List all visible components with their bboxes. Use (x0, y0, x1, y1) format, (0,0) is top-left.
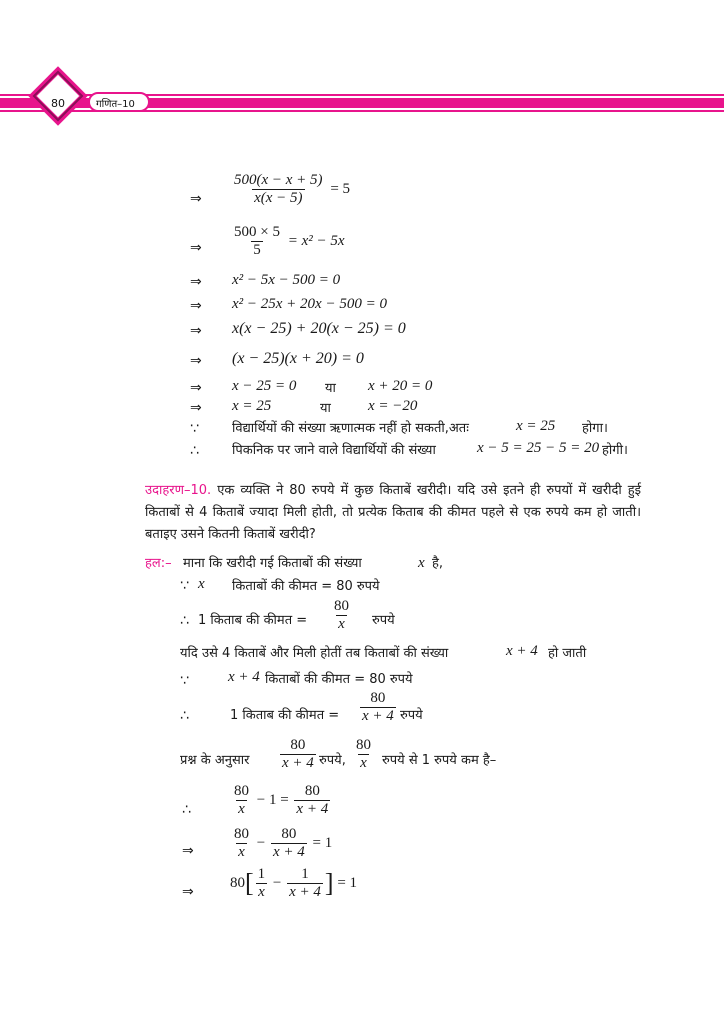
equation-3-end: = 1 (337, 874, 358, 891)
equation-1 (230, 783, 332, 818)
because-symbol: ∵ (180, 578, 189, 594)
step-8-or: या (320, 401, 331, 416)
because-symbol: ∵ (180, 673, 189, 689)
step-2-rhs: = x² − 5x (287, 232, 345, 249)
step-1-rhs: = 5 (330, 180, 351, 197)
implies-symbol: ⇒ (190, 323, 202, 339)
implies-symbol: ⇒ (190, 240, 202, 256)
solution-line-4-math: x + 4 (506, 643, 538, 659)
implies-symbol: ⇒ (190, 191, 202, 207)
step-8-left: x = 25 (232, 398, 272, 414)
subject-title: गणित–10 (96, 99, 135, 110)
solution-line-1-text: माना कि खरीदी गई किताबों की संख्या (183, 556, 362, 571)
solution-line-5-text: किताबों की कीमत = 80 रुपये (265, 672, 413, 687)
equation-1-mid: − 1 = (256, 791, 289, 808)
step-1 (230, 172, 350, 207)
solution-line-3-end: रुपये (372, 613, 395, 628)
solution-line-6-end: रुपये (400, 708, 423, 723)
step-2-numerator: 500 × 5 (234, 224, 280, 240)
solution-line-7-fraction-2 (352, 737, 375, 772)
step-5: x(x − 25) + 20(x − 25) = 0 (232, 320, 406, 337)
step-7-left: x − 25 = 0 (232, 378, 297, 394)
step-4: x² − 25x + 20x − 500 = 0 (232, 296, 387, 312)
fraction-denominator: x + 4 (289, 884, 321, 900)
example-text: एक व्यक्ति ने 80 रुपये में कुछ किताबें खरीदी। यदि उसे इतने ही रुपयों में खरीदी हुई किताबों से 4 किताबें ज्यादा मिली होती, तो प्रत्येक किताब की कीमत पहले से एक रुपये कम हो जाती। बताइए उसने कितनी किताबें खरीदी? (145, 483, 641, 542)
fraction-denominator: x + 4 (296, 801, 329, 817)
step-10-end: होगी। (602, 443, 628, 458)
step-3: x² − 5x − 500 = 0 (232, 272, 341, 288)
solution-line-3-text: 1 किताब की कीमत = (198, 613, 308, 628)
therefore-symbol: ∴ (180, 613, 189, 629)
solution-line-4-end: हो जाती (548, 646, 587, 661)
solution-line-6-fraction (358, 690, 398, 725)
equation-3-coefficient: 80 (230, 874, 245, 891)
fraction-numerator: 1 (257, 866, 266, 882)
step-8-right: x = −20 (368, 398, 418, 414)
fraction-numerator: 80 (234, 783, 249, 799)
fraction-numerator: 80 (234, 826, 249, 842)
solution-line-7-mid: रुपये, (319, 753, 346, 768)
fraction-numerator: 80 (370, 690, 386, 706)
equation-2 (230, 826, 332, 861)
fraction-denominator: x (338, 616, 345, 632)
fraction-numerator: 80 (281, 826, 297, 842)
step-10-math: x − 5 = 25 − 5 = 20 (477, 440, 600, 456)
fraction-denominator: x + 4 (272, 844, 305, 860)
step-7-or: या (325, 381, 336, 396)
implies-symbol: ⇒ (182, 884, 194, 900)
implies-symbol: ⇒ (182, 843, 194, 859)
equation-3 (230, 866, 357, 901)
example-paragraph (145, 480, 641, 546)
fraction-denominator: x (238, 801, 245, 817)
solution-line-7-text: प्रश्न के अनुसार (180, 753, 250, 768)
step-9-end: होगा। (582, 421, 608, 436)
step-2-denominator: 5 (253, 242, 261, 258)
step-6: (x − 25)(x + 20) = 0 (232, 350, 364, 367)
step-9-math: x = 25 (516, 418, 556, 434)
step-1-fraction (232, 172, 325, 207)
solution-line-6-text: 1 किताब की कीमत = (230, 708, 340, 723)
example-label: उदाहरण–10. (145, 483, 212, 498)
fraction-numerator: 80 (334, 598, 349, 614)
implies-symbol: ⇒ (190, 274, 202, 290)
fraction-denominator: x + 4 (362, 708, 394, 724)
implies-symbol: ⇒ (190, 400, 202, 416)
equation-3-mid: − (272, 874, 282, 891)
step-1-denominator: x(x − 5) (254, 190, 303, 206)
because-symbol: ∵ (190, 421, 199, 437)
solution-line-4-text: यदि उसे 4 किताबें और मिली होतीं तब किताबों की संख्या (180, 646, 449, 661)
step-2 (230, 224, 345, 259)
solution-line-7-end: रुपये से 1 रुपये कम है– (382, 753, 497, 768)
fraction-denominator: x (258, 884, 265, 900)
step-7-right: x + 20 = 0 (368, 378, 433, 394)
equation-3-right-bracket: ] (324, 868, 334, 898)
step-9-text: विद्यार्थियों की संख्या ऋणात्मक नहीं हो सकती,अतः (232, 421, 469, 436)
step-1-numerator: 500(x − x + 5) (234, 172, 323, 188)
equation-3-left-bracket: [ (245, 868, 254, 898)
fraction-numerator: 1 (301, 866, 309, 882)
fraction-denominator: x + 4 (282, 755, 314, 771)
fraction-numerator: 80 (290, 737, 306, 753)
fraction-denominator: x (360, 755, 367, 771)
implies-symbol: ⇒ (190, 353, 202, 369)
fraction-numerator: 80 (356, 737, 371, 753)
implies-symbol: ⇒ (190, 298, 202, 314)
therefore-symbol: ∴ (182, 802, 191, 818)
step-2-fraction (232, 224, 282, 259)
solution-line-1-math: x (418, 555, 425, 571)
solution-line-3-fraction (330, 598, 353, 633)
therefore-symbol: ∴ (180, 708, 189, 724)
solution-label: हल:– (145, 556, 172, 571)
solution-line-5-math: x + 4 (228, 669, 260, 685)
implies-symbol: ⇒ (190, 380, 202, 396)
therefore-symbol: ∴ (190, 443, 199, 459)
fraction-numerator: 80 (304, 783, 320, 799)
solution-line-1-end: है, (432, 556, 444, 571)
page-number-badge-border (33, 71, 84, 122)
step-10-text: पिकनिक पर जाने वाले विद्यार्थियों की संख्या (232, 443, 436, 458)
solution-line-2-math: x (198, 576, 205, 592)
fraction-denominator: x (238, 844, 245, 860)
equation-2-end: = 1 (312, 834, 333, 851)
equation-2-mid: − (256, 834, 266, 851)
solution-line-2-text: किताबों की कीमत = 80 रुपये (232, 579, 380, 594)
page-number: 80 (51, 97, 65, 110)
solution-line-7-fraction-1 (278, 737, 318, 772)
